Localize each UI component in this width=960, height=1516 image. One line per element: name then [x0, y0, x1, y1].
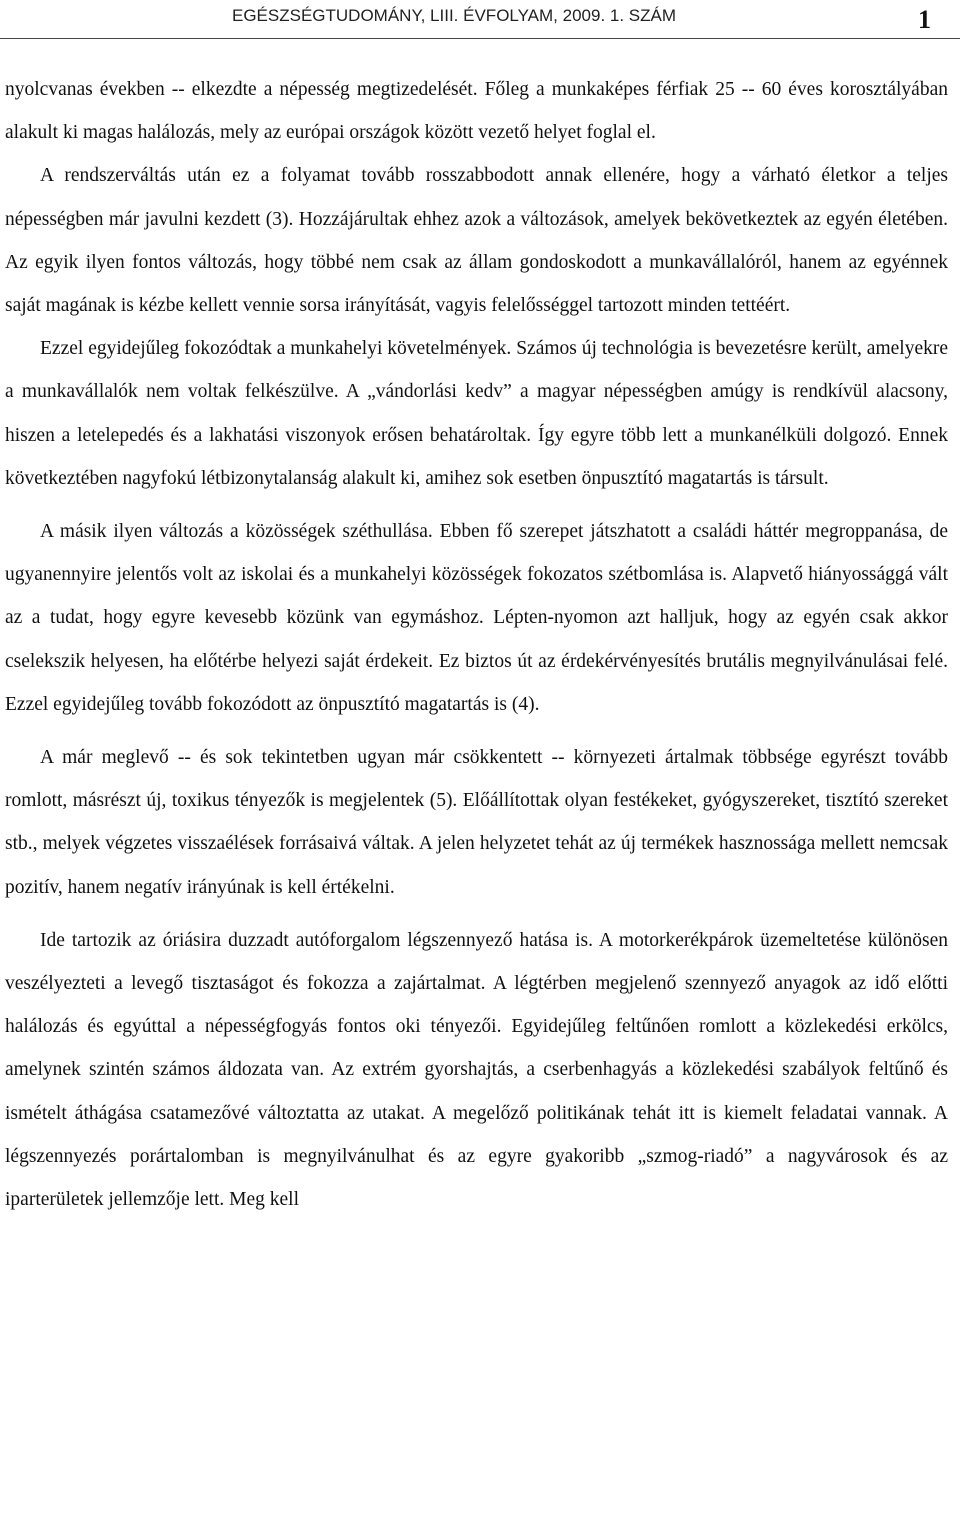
- paragraph-4: A másik ilyen változás a közösségek széthullása. Ebben fő szerepet játszhatott a családi háttér megroppanása, de ugyanennyire jelentős volt az iskolai és a munkahelyi közösségek fokozatos szétbomlása is. Alapvető hiányossággá vált az a tudat, hogy egyre kevesebb közünk van egymáshoz. Lépten-nyomon azt halljuk, hogy az egyén csak akkor cselekszik helyesen, ha előtérbe helyezi saját érdekeit. Ez biztos út az érdekérvényesítés brutális megnyilvánulásai felé. Ezzel egyidejűleg tovább fokozódott az önpusztító magatartás is (4).: [5, 521, 948, 715]
- paragraph-6: Ide tartozik az óriásira duzzadt autóforgalom légszennyező hatása is. A motorkerékpárok üzemeltetése különösen veszélyezteti a levegő tisztaságot és fokozza a zajártalmat. A légtérben megjelenő szennyező anyagok az idő előtti halálozás és egyúttal a népességfogyás fontos oki tényezői. Egyidejűleg feltűnően romlott a közlekedési erkölcs, amelynek szintén számos áldozata van. Az extrém gyorshajtás, a cserbenhagyás a közlekedési szabályok feltűnő és ismételt áthágása csatamezővé változtatta az utakat. A megelőző politikának tehát itt is kiemelt feladatai vannak. A légszennyezés porártalomban is megnyilvánulhat és az egyre gyakoribb „szmog-riadó” a nagyvárosok és az iparterületek jellemzője lett. Meg kell: [5, 929, 948, 1211]
- header-rule: [0, 38, 960, 39]
- paragraph-2: A rendszerváltás után ez a folyamat tovább rosszabbodott annak ellenére, hogy a várható életkor a teljes népességben már javulni kezdett (3). Hozzájárultak ehhez azok a változások, amelyek bekövetkeztek az egyén életében. Az egyik ilyen fontos változás, hogy többé nem csak az állam gondoskodott a munkavállalóról, hanem az egyénnek saját magának is kézbe kellett vennie sorsa irányítását, vagyis felelősséggel tartozott minden tettéért.: [5, 165, 948, 317]
- paragraph-1: nyolcvanas években -- elkezdte a népesség megtizedelését. Főleg a munkaképes férfiak 25 -- 60 éves korosztályában alakult ki magas halálozás, mely az európai országok között vezető helyet foglal el.: [5, 79, 948, 144]
- body-text: [5, 68, 948, 1221]
- paragraph-5: A már meglevő -- és sok tekintetben ugyan már csökkentett -- környezeti ártalmak többsége egyrészt tovább romlott, másrészt új, toxikus tényezők is megjelentek (5). Előállítottak olyan festékeket, gyógyszereket, tisztító szereket stb., melyek végzetes visszaélések forrásaivá váltak. A jelen helyzetet tehát az új termékek hasznossága mellett nemcsak pozitív, hanem negatív irányúnak is kell értékelni.: [5, 747, 948, 898]
- journal-title: EGÉSZSÉGTUDOMÁNY, LIII. ÉVFOLYAM, 2009. 1. SZÁM: [232, 6, 677, 25]
- page-number: 1: [918, 5, 931, 34]
- running-header: [0, 0, 960, 40]
- paragraph-3: Ezzel egyidejűleg fokozódtak a munkahelyi követelmények. Számos új technológia is bevezetésre került, amelyekre a munkavállalók nem voltak felkészülve. A „vándorlási kedv” a magyar népességben amúgy is rendkívül alacsony, hiszen a letelepedés és a lakhatási viszonyok erősen behatároltak. Így egyre több lett a munkanélküli dolgozó. Ennek következtében nagyfokú létbizonytalanság alakult ki, amihez sok esetben önpusztító magatartás is társult.: [5, 338, 948, 489]
